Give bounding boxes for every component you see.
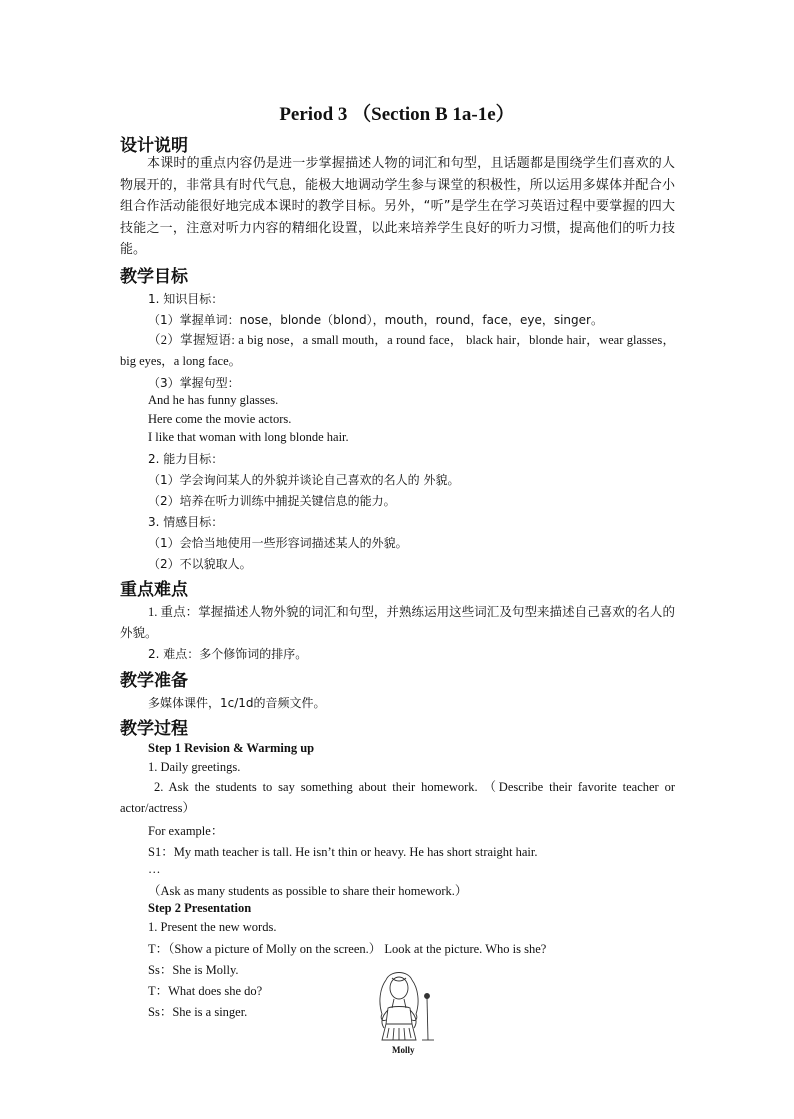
- example-line: S1：My math teacher is tall. He isn’t thin or heavy. He has short straight hair.: [148, 845, 538, 859]
- goal-ability-2: （2）培养在听力训练中捕捉关键信息的能力。: [148, 494, 396, 508]
- ellipsis: …: [148, 862, 161, 876]
- goal-words: （1）掌握单词：nose，blonde（blond），mouth，round，face，eye，singer。: [148, 313, 603, 327]
- page-title: Period 3 （Section B 1a-1e）: [279, 104, 515, 125]
- goal-sentence-3: I like that woman with long blonde hair.: [148, 430, 349, 444]
- step-2-heading: Step 2 Presentation: [148, 901, 252, 915]
- step-1-item-2: 2. Ask the students to say something about their homework. （Describe their favorite teacher or actor/actress）: [120, 780, 675, 815]
- section-heading-preparation: 教学准备: [120, 671, 188, 691]
- goal-emotion: 3. 情感目标：: [148, 515, 224, 529]
- goal-knowledge: 1. 知识目标：: [148, 292, 224, 306]
- section-heading-key-points: 重点难点: [120, 580, 188, 600]
- preparation-text: 多媒体课件，1c/1d的音频文件。: [148, 696, 326, 710]
- goal-sentence-2: Here come the movie actors.: [148, 412, 292, 426]
- key-point-2: 2. 难点：多个修饰词的排序。: [148, 647, 308, 661]
- step-1-heading: Step 1 Revision & Warming up: [148, 741, 315, 755]
- goal-emotion-2: （2）不以貌取人。: [148, 557, 252, 571]
- dialog-line-3: T：What does she do?: [148, 984, 263, 998]
- dialog-line-2: Ss：She is Molly.: [148, 963, 239, 977]
- for-example-label: For example：: [148, 824, 224, 838]
- homework-note: （Ask as many students as possible to share their homework.）: [148, 884, 468, 898]
- goal-sentence-1: And he has funny glasses.: [148, 393, 279, 407]
- step-1-item-1: 1. Daily greetings.: [148, 760, 241, 774]
- goal-phrases: （2）掌握短语: a big nose，a small mouth，a round face， black hair，blonde hair，wear glasses，big eyes，a long face。: [120, 333, 675, 368]
- section-heading-design: 设计说明: [120, 136, 188, 156]
- goal-ability-1: （1）学会询问某人的外貌并谈论自己喜欢的名人的 外貌。: [148, 473, 460, 487]
- goal-ability: 2. 能力目标：: [148, 452, 224, 466]
- goal-sentences-label: （3）掌握句型：: [148, 376, 240, 390]
- design-paragraph: 本课时的重点内容仍是进一步掌握描述人物的词汇和句型，且话题都是围绕学生们喜欢的人物展开的，非常具有时代气息，能极大地调动学生参与课堂的积极性，所以运用多媒体并配合小组合作活动能很好地完成本课时的教学目标。另外，“听”是学生在学习英语过程中要掌握的四大技能之一，注意对听力内容的精细化设置，以此来培养学生良好的听力习惯，提高他们的听力技能。: [120, 156, 675, 257]
- section-heading-goals: 教学目标: [120, 267, 188, 287]
- goal-emotion-1: （1）会恰当地使用一些形容词描述某人的外貌。: [148, 536, 408, 550]
- dialog-line-1: T：（Show a picture of Molly on the screen.） Look at the picture. Who is she?: [148, 942, 547, 956]
- dialog-line-4: Ss：She is a singer.: [148, 1005, 248, 1019]
- key-point-1: 1. 重点：掌握描述人物外貌的词汇和句型，并熟练运用这些词汇及句型来描述自己喜欢的名人的外貌。: [120, 605, 675, 640]
- molly-singer-illustration: [372, 968, 442, 1042]
- section-heading-process: 教学过程: [120, 719, 188, 739]
- step-2-item-1: 1. Present the new words.: [148, 920, 277, 934]
- illustration-caption: Molly: [392, 1045, 415, 1055]
